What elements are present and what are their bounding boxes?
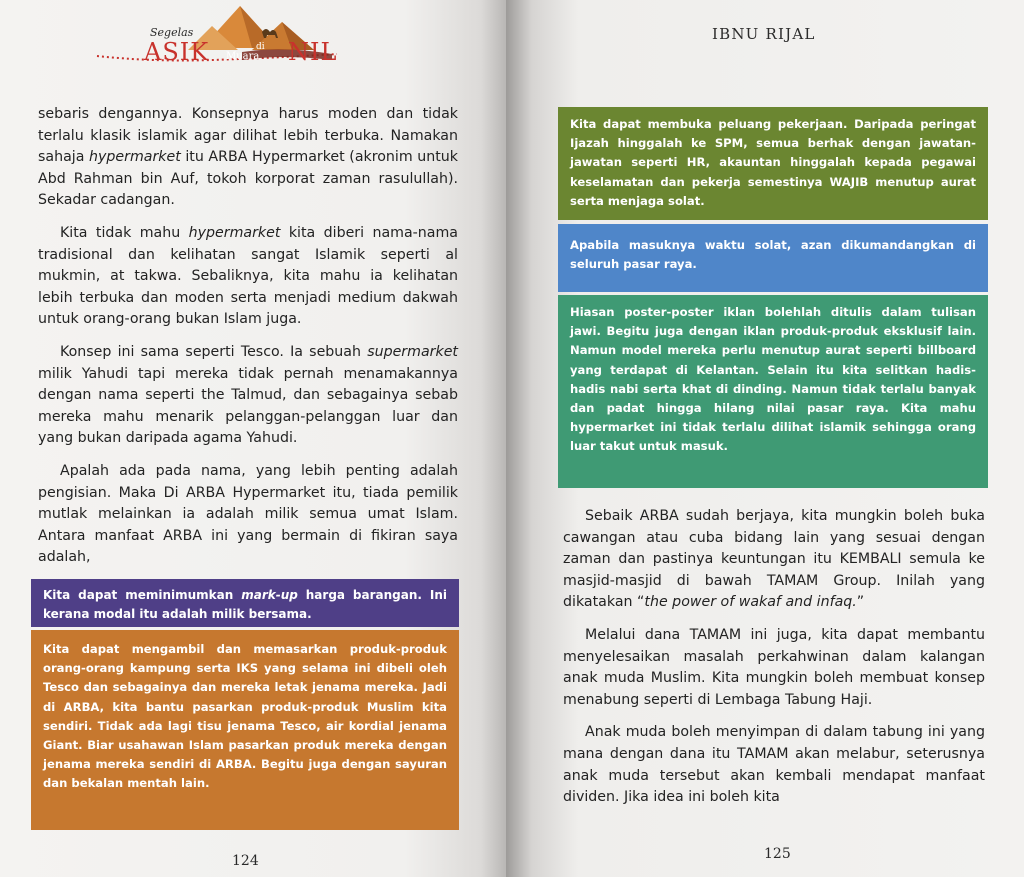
paragraph: Melalui dana TAMAM ini juga, kita dapat membantu menyelesaikan masalah perkahwinan dalam kalangan anak muda Muslim. Kita mungkin boleh membuat konsep menabung seperti di Lembaga Tabung Haji. (563, 626, 985, 708)
paragraph: Kita tidak mahu hypermarket kita diberi nama-nama tradisional dan kelihatan sangat Islamik seperti al mukmin, at takwa. Sebaliknya, kita mahu ia kelihatan lebih terbuka dan moden serta menjadi medium dakwah untuk orang-orang bukan Islam juga. (38, 224, 458, 328)
paragraph: Apalah ada pada nama, yang lebih penting adalah pengisian. Maka Di ARBA Hypermarket itu, tiada pemilik mutlak melainkan ia adalah milik semua umat Islam. Antara manfaat ARBA ini yang bermain di fikiran saya adalah, (38, 462, 458, 566)
left-body-text (38, 104, 458, 569)
left-page (0, 0, 506, 877)
paragraph: Konsep ini sama seperti Tesco. Ia sebuah supermarket milik Yahudi tapi mereka tidak pernah menamakannya dengan nama seperti the Talmud, dan sebagainya sebab mereka mahu menarik pelanggan-pelanggan luar dan yang bukan daripada agama Yahudi. (38, 343, 458, 447)
logo-word-segelas: Segelas (150, 26, 194, 39)
book-logo (92, 2, 342, 80)
page-number-left: 124 (232, 853, 259, 869)
highlight-box-markup: Kita dapat meminimumkan mark-up harga barangan. Ini kerana modal itu adalah milik bersama. (31, 579, 459, 627)
paragraph: Sebaik ARBA sudah berjaya, kita mungkin boleh buka cawangan atau cuba bidang lain yang sesuai dengan zaman dan pastinya keuntungan itu KEMBALI semula ke masjid-masjid di bawah TAMAM Group. Inilah yang dikatakan “the power of wakaf and infaq.” (563, 508, 985, 611)
logo-word-nil: NIL (288, 38, 338, 66)
logo-word-muara: Muara (226, 51, 260, 62)
logo-word-di: di (256, 42, 265, 52)
highlight-box-azan: Apabila masuknya waktu solat, azan dikumandangkan di seluruh pasar raya. (558, 224, 988, 292)
right-page (506, 0, 1024, 877)
page-number-right: 125 (764, 846, 791, 862)
paragraph: Anak muda boleh menyimpan di dalam tabung ini yang mana dengan dana itu TAMAM akan melabur, seterusnya anak muda tersebut akan kembali mendapat manfaat dividen. Jika idea ini boleh kita (563, 724, 985, 806)
paragraph: sebaris dengannya. Konsepnya harus moden dan tidak terlalu klasik islamik agar dilihat lebih terbuka. Namakan sahaja hypermarket itu ARBA Hypermarket (akronim untuk Abd Rahman bin Auf, tokoh korporat zaman rasulullah). Sekadar cadangan. (38, 106, 459, 209)
highlight-box-products: Kita dapat mengambil dan memasarkan produk-produk orang-orang kampung serta IKS yang selama ini dibeli oleh Tesco dan sebagainya dan mereka letak jenama mereka. Jadi di ARBA, kita bantu pasarkan produk-produk Muslim kita sendiri. Tidak ada lagi tisu jenama Tesco, air kordial jenama Giant. Biar usahawan Islam pasarkan produk mereka dengan jenama mereka sendiri di ARBA. Begitu juga dengan sayuran dan bekalan mentah lain. (31, 630, 459, 830)
running-head-author: IBNU RIJAL (712, 25, 816, 43)
right-body-text (563, 506, 985, 809)
logo-word-asik: ASIK (144, 38, 210, 66)
highlight-box-posters: Hiasan poster-poster iklan bolehlah ditulis dalam tulisan jawi. Begitu juga dengan iklan produk-produk eksklusif lain. Namun model mereka perlu menutup aurat seperti billboard yang terdapat di Kelantan. Selain itu kita selitkan hadis-hadis nabi serta khat di dinding. Namun tidak terlalu banyak dan padat hingga hilang nilai pasar raya. Kita mahu hypermarket ini tidak terlalu dilihat islamik sehingga orang luar takut untuk masuk. (558, 295, 988, 488)
highlight-box-jobs: Kita dapat membuka peluang pekerjaan. Daripada peringat Ijazah hinggalah ke SPM, semua berhak dengan jawatan-jawatan seperti HR, akauntan hinggalah kepada pegawai keselamatan dan pekerja semestinya WAJIB menutup aurat serta menjaga solat. (558, 107, 988, 220)
